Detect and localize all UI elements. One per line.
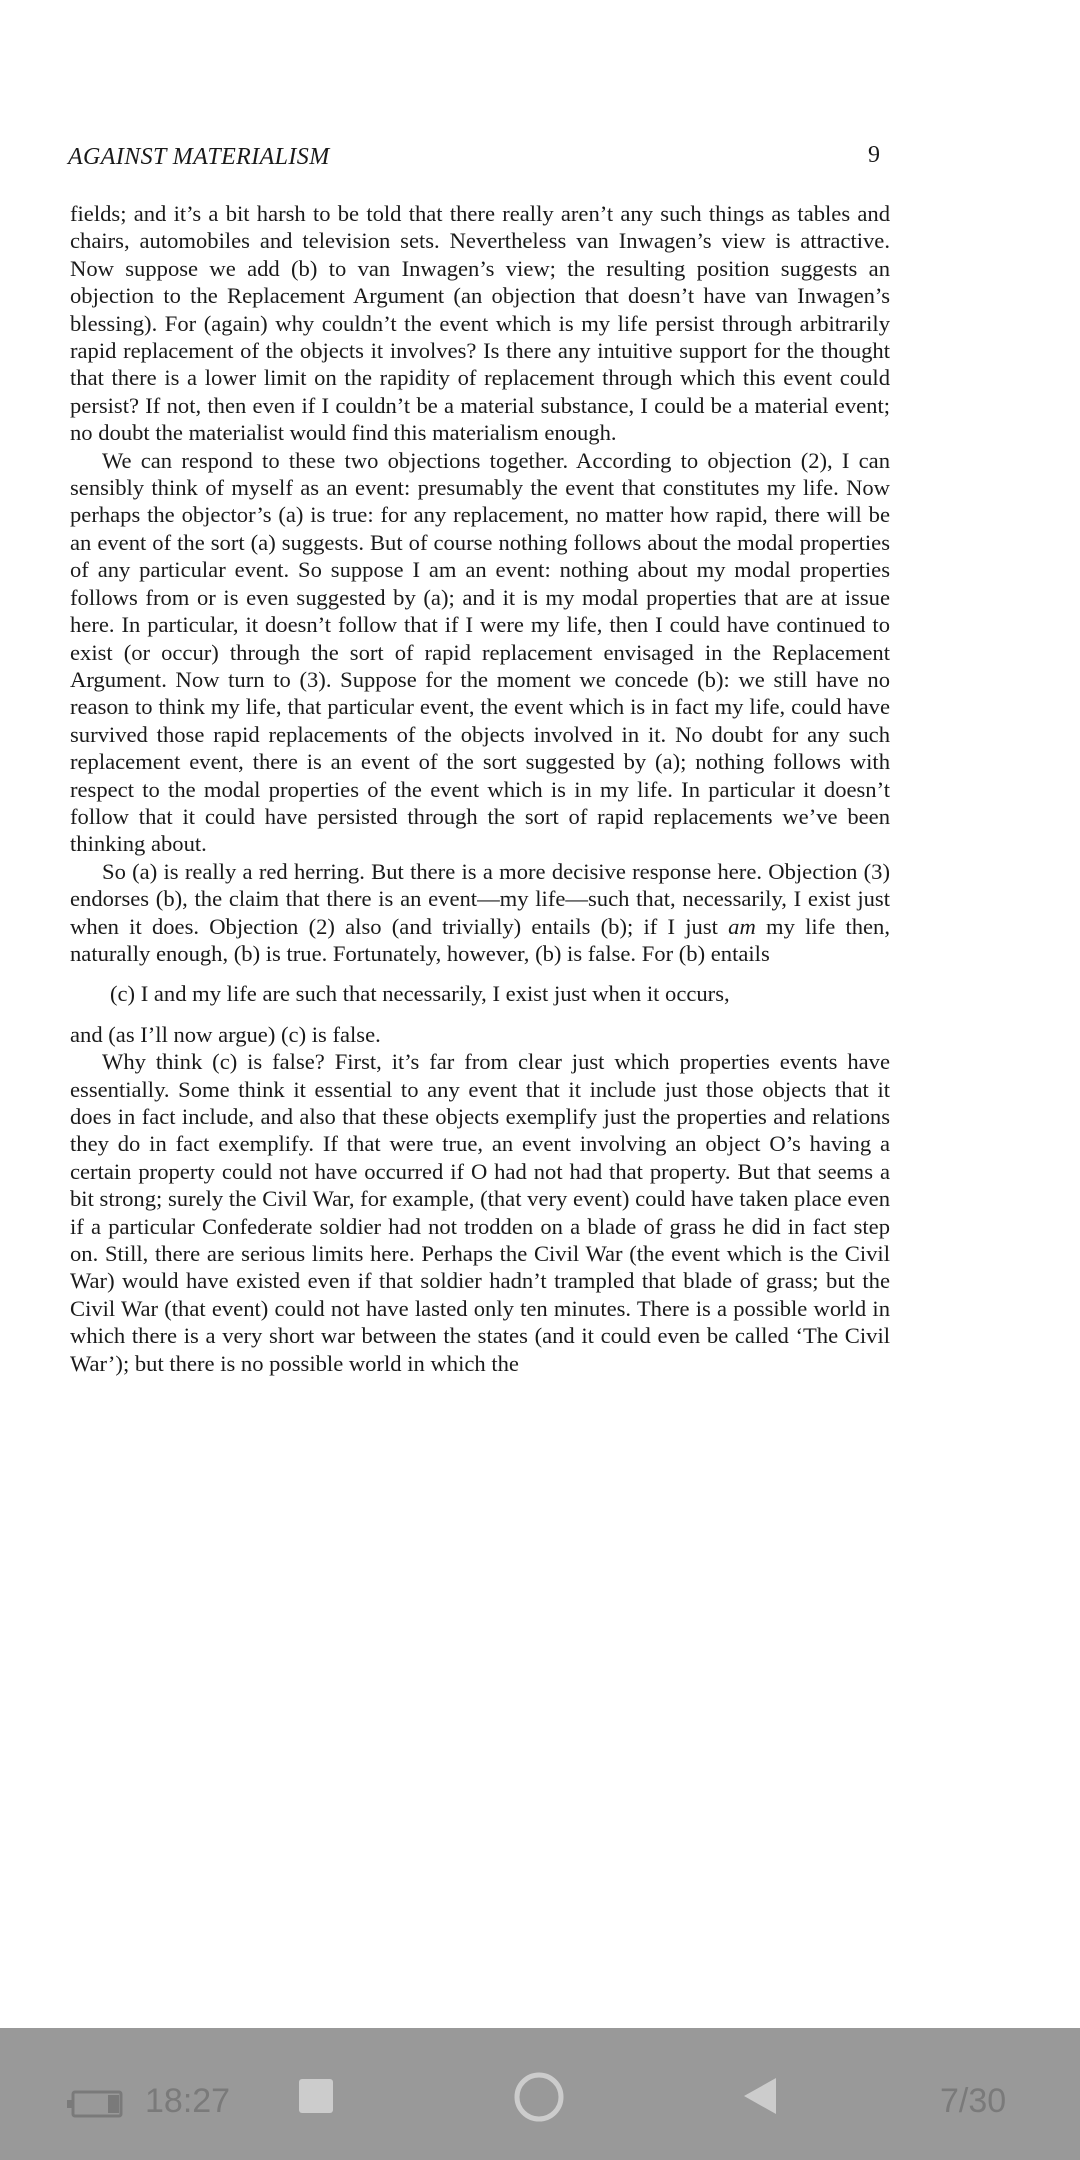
paragraph xyxy=(70,447,890,858)
paragraph xyxy=(70,200,890,447)
recents-button[interactable] xyxy=(298,2078,334,2114)
page-indicator: 7/30 xyxy=(940,2082,1007,2120)
clock: 18:27 xyxy=(145,2082,231,2120)
home-button[interactable] xyxy=(512,2070,566,2124)
paragraph xyxy=(70,858,890,968)
page-number: 9 xyxy=(868,142,880,168)
paragraph-text: fields; and it’s a bit harsh to be told that there really aren’t any such things as tables and chairs, automobiles and television sets. Nevertheless van Inwagen’s view is attractive. Now suppose we add (b) to van Inwagen’s view; the resulting position suggests an objection to the Replacement Argument (an objection that doesn’t have van Inwagen’s blessing). For (again) why couldn’t the event which is my life persist through arbitrarily rapid replacement of the objects it involves? Is there any intuitive support for the thought that there is a lower limit on the rapidity of replacement through which this event could persist? If not, then even if I couldn’t be a material substance, I could be a material event; no doubt the materialist would find this materialism enough. xyxy=(70,201,890,446)
display-statement xyxy=(70,980,890,1007)
emphasis-text: am xyxy=(728,913,756,939)
running-header xyxy=(68,144,880,178)
paragraph xyxy=(70,1021,890,1048)
paragraph-text: We can respond to these two objections together. According to objection (2), I can sensibly think of myself as an event: presumably the event that constitutes my life. Now perhaps the objector’s (a) is true: for any replacement, no matter how rapid, there will be an event of the sort (a) suggests. But of course nothing follows about the modal properties of any particular event. So suppose I am an event: nothing about my modal properties follows from or is even suggested by (a); and it is my modal properties that are at issue here. In particular, it doesn’t follow that if I were my life, then I could have continued to exist (or occur) through the sort of rapid replacement envisaged in the Replacement Argument. Now turn to (3). Suppose for the moment we concede (b): we still have no reason to think my life, that particular event, the event which is in fact my life, could have survived those rapid replacements of the objects involved in it. No doubt for any such replacement event, there is an event of the sort suggested by (a); nothing follows with respect to the modal properties of the event which is in my life. In particular it doesn’t follow that it could have persisted through the sort of rapid replacements we’ve been thinking about. xyxy=(70,447,890,857)
paragraph-text: (c) I and my life are such that necessarily, I exist just when it occurs, xyxy=(110,981,730,1007)
battery-icon xyxy=(64,2090,124,2118)
paragraph xyxy=(70,1048,890,1377)
paragraph-text: Why think (c) is false? First, it’s far from clear just which properties events have essentially. Some think it essential to any event that it include just those objects that it does in fact include, and also that these objects exemplify just the properties and relations they do in fact exemplify. If that were true, an event involving an object O’s having a certain property could not have occurred if O had not had that property. But that seems a bit strong; surely the Civil War, for example, (that very event) could have taken place even if a particular Confederate soldier had not trodden on a blade of grass he did in fact step on. Still, there are serious limits here. Perhaps the Civil War (the event which is the Civil War) would have existed even if that soldier hadn’t trampled that blade of grass; but the Civil War (that event) could not have lasted only ten minutes. There is a possible world in which there is a very short war between the states (and it could even be called ‘The Civil War’); but there is no possible world in which the xyxy=(70,1049,890,1376)
paragraph-text: my life then, naturally enough, (b) is true. Fortunately, however, (b) is false. For (b) entails xyxy=(70,913,890,966)
running-title: AGAINST MATERIALISM xyxy=(68,144,330,170)
paragraph-text: and (as I’ll now argue) (c) is false. xyxy=(70,1021,381,1047)
back-button[interactable] xyxy=(742,2076,778,2116)
paragraph-text: So (a) is really a red herring. But there is a more decisive response here. Objection (3) endorses (b), the claim that there is an event—my life—such that, necessarily, I exist just when it does. Objection (2) also (and trivially) entails (b); if I just xyxy=(70,858,890,939)
body-text xyxy=(70,200,890,1377)
